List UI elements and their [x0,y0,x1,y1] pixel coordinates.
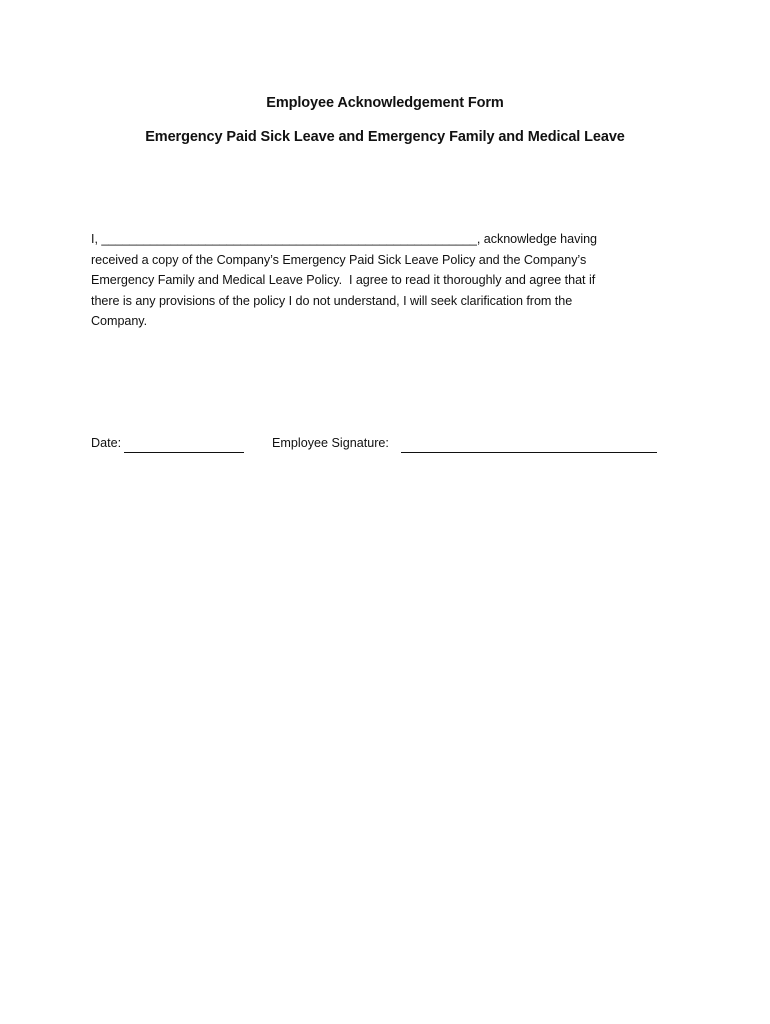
signature-row [91,436,671,458]
paragraph-line: I, ______________________________________________________, acknowledge having [91,232,597,246]
paragraph-line: Company. [91,314,148,329]
form-title: Employee Acknowledgement Form [266,95,504,111]
acknowledgement-paragraph [91,229,661,332]
form-subtitle: Emergency Paid Sick Leave and Emergency Family and Medical Leave [145,129,625,145]
date-field-line[interactable] [124,452,244,453]
paragraph-line: Emergency Family and Medical Leave Policy. I agree to read it thoroughly and agree that if [91,273,596,288]
paragraph-line: there is any provisions of the policy I do not understand, I will seek clarification from the [91,293,573,308]
paragraph-line: received a copy of the Company’s Emergency Paid Sick Leave Policy and the Company’s [91,252,587,267]
date-label: Date: [91,436,122,450]
employee-signature-field-line[interactable] [401,452,657,453]
employee-signature-label: Employee Signature: [272,436,389,450]
